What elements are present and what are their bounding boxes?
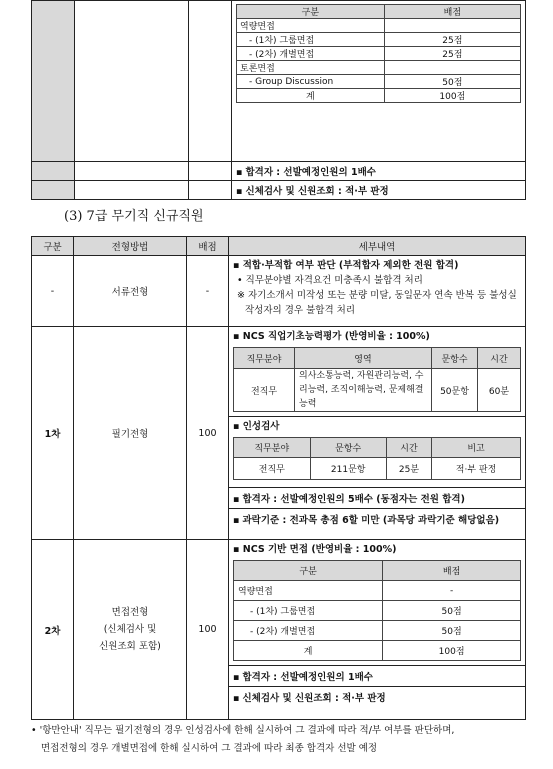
pass-line-text: 합격자 : 선발예정인원의 5배수 (동점자는 전원 합격) bbox=[242, 494, 465, 505]
table-row bbox=[237, 75, 521, 89]
interview-score-table bbox=[236, 4, 521, 103]
method-label: 서류전형 bbox=[74, 256, 187, 327]
apt-header-time: 시간 bbox=[386, 438, 431, 458]
total-row bbox=[234, 641, 521, 661]
row-score: 25점 bbox=[384, 47, 520, 61]
table-row bbox=[237, 19, 521, 33]
interview-score-table bbox=[233, 560, 521, 661]
detail-line: ▪ 적합·부적합 여부 판단 (부적합자 제외한 전원 합격) bbox=[233, 260, 459, 271]
total-row bbox=[237, 89, 521, 103]
total-label: 계 bbox=[234, 641, 383, 661]
apt-header-field: 직무분야 bbox=[234, 438, 311, 458]
score-cell-empty bbox=[189, 162, 232, 181]
score-cell-empty bbox=[189, 1, 232, 162]
cutoff-line-text: 과락기준 : 전과목 총점 6할 미만 (과목당 과락기준 해당없음) bbox=[242, 515, 500, 526]
row-label: 역량면접 bbox=[237, 19, 385, 33]
selection-process-table bbox=[31, 236, 526, 720]
apt-field: 전직무 bbox=[234, 458, 311, 480]
total-label: 계 bbox=[237, 89, 385, 103]
method-line: 면접전형 bbox=[111, 607, 149, 618]
ncs-title: ▪ NCS 직업기초능력평가 (반영비율 : 100%) bbox=[233, 331, 430, 342]
stage-label: 1차 bbox=[32, 327, 74, 540]
col-header-score: 배점 bbox=[384, 5, 520, 19]
detail-line: ※ 자기소개서 미작성 또는 분량 미달, 동일문자 연속 반복 등 불성실 bbox=[237, 290, 517, 301]
pass-line-text: 합격자 : 선발예정인원의 1배수 bbox=[242, 672, 373, 683]
ncs-header-area: 영역 bbox=[295, 348, 432, 369]
col-header-score: 배점 bbox=[383, 561, 521, 581]
row-score bbox=[384, 61, 520, 75]
row-score: 50점 bbox=[384, 75, 520, 89]
detail-line: • 직무분야별 자격요건 미충족시 불합격 처리 bbox=[237, 275, 423, 286]
score-label: 100 bbox=[187, 327, 229, 540]
stage-row-2 bbox=[32, 540, 526, 720]
stage-row-1 bbox=[32, 327, 526, 540]
ncs-field: 전직무 bbox=[234, 369, 295, 412]
row-label: - (1차) 그룹면접 bbox=[234, 601, 383, 621]
method-cell-empty bbox=[75, 1, 189, 162]
method-label: 필기전형 bbox=[74, 327, 187, 540]
pass-line: ▪ 합격자 : 선발예정인원의 1배수 bbox=[229, 665, 525, 686]
apt-header-count: 문항수 bbox=[310, 438, 386, 458]
stage-label: 2차 bbox=[32, 540, 74, 720]
pass-line-text: 합격자 : 선발예정인원의 1배수 bbox=[245, 167, 376, 178]
row-label: - Group Discussion bbox=[237, 75, 385, 89]
apt-header-note: 비고 bbox=[432, 438, 521, 458]
ncs-interview-title: ▪ NCS 기반 면접 (반영비율 : 100%) bbox=[233, 544, 397, 555]
method-line: 신원조회 포함) bbox=[99, 641, 161, 652]
stage-cell-shaded bbox=[32, 162, 75, 181]
row-score: 25점 bbox=[384, 33, 520, 47]
apt-count: 211문항 bbox=[310, 458, 386, 480]
table-row bbox=[234, 581, 521, 601]
score-cell-empty bbox=[189, 181, 232, 200]
row-label: - (2차) 개별면접 bbox=[237, 47, 385, 61]
detail-line: 작성자의 경우 불합격 처리 bbox=[245, 305, 356, 316]
header-method: 전형방법 bbox=[74, 237, 187, 256]
method-line: (신체검사 및 bbox=[103, 624, 157, 635]
header-stage: 구분 bbox=[32, 237, 74, 256]
total-score: 100점 bbox=[384, 89, 520, 103]
ncs-area: 의사소통능력, 자원관리능력, 수리능력, 조직이해능력, 문제해결능력 bbox=[295, 369, 432, 412]
method-cell-empty bbox=[75, 162, 189, 181]
row-score: - bbox=[383, 581, 521, 601]
detail-cell bbox=[229, 540, 526, 720]
header-score: 배점 bbox=[187, 237, 229, 256]
ncs-header-field: 직무분야 bbox=[234, 348, 295, 369]
row-score bbox=[384, 19, 520, 33]
score-label: 100 bbox=[187, 540, 229, 720]
pass-line: ▪ 합격자 : 선발예정인원의 5배수 (동점자는 전원 합격) bbox=[229, 487, 525, 508]
footnote-line: • '항만안내' 직무는 필기전형의 경우 인성검사에 한해 실시하여 그 결과에 따라 적/부 여부를 판단하며, bbox=[31, 725, 455, 736]
stage-cell-shaded bbox=[32, 1, 75, 162]
stage-row-document bbox=[32, 256, 526, 327]
stage-cell-shaded bbox=[32, 181, 75, 200]
score-label: - bbox=[187, 256, 229, 327]
detail-cell bbox=[229, 256, 526, 327]
check-line: ▪ 신체검사 및 신원조회 : 적·부 판정 bbox=[229, 686, 525, 707]
check-line-text: 신체검사 및 신원조회 : 적·부 판정 bbox=[242, 693, 386, 704]
detail-cell bbox=[232, 1, 526, 162]
col-header-category: 구분 bbox=[234, 561, 383, 581]
table-row bbox=[234, 601, 521, 621]
table-row bbox=[234, 621, 521, 641]
table-row bbox=[237, 47, 521, 61]
detail-cell bbox=[229, 327, 526, 540]
ncs-header-time: 시간 bbox=[478, 348, 521, 369]
table-row bbox=[237, 61, 521, 75]
row-score: 50점 bbox=[383, 621, 521, 641]
row-label: 역량면접 bbox=[234, 581, 383, 601]
total-score: 100점 bbox=[383, 641, 521, 661]
ncs-header-count: 문항수 bbox=[432, 348, 478, 369]
section-title: (3) 7급 무기직 신규직원 bbox=[64, 209, 204, 224]
footnote-line: 면접전형의 경우 개별면접에 한해 실시하여 그 결과에 따라 최종 합격자 선발 예정 bbox=[41, 743, 378, 754]
ncs-table bbox=[233, 347, 521, 412]
header-details: 세부내역 bbox=[229, 237, 526, 256]
footnote bbox=[31, 722, 531, 758]
previous-table-fragment bbox=[31, 0, 526, 200]
check-line: ▪ 신체검사 및 신원조회 : 적·부 판정 bbox=[232, 181, 526, 200]
check-line-text: 신체검사 및 신원조회 : 적·부 판정 bbox=[245, 186, 389, 197]
table-row bbox=[237, 33, 521, 47]
apt-time: 25분 bbox=[386, 458, 431, 480]
row-label: - (1차) 그룹면접 bbox=[237, 33, 385, 47]
row-score: 50점 bbox=[383, 601, 521, 621]
aptitude-box bbox=[229, 416, 525, 487]
method-cell-empty bbox=[75, 181, 189, 200]
aptitude-title: ▪ 인성검사 bbox=[233, 421, 280, 432]
method-label bbox=[74, 540, 187, 720]
apt-note: 적·부 판정 bbox=[432, 458, 521, 480]
row-label: 토론면접 bbox=[237, 61, 385, 75]
cutoff-line: ▪ 과락기준 : 전과목 총점 6할 미만 (과목당 과락기준 해당없음) bbox=[229, 508, 525, 529]
stage-label: - bbox=[32, 256, 74, 327]
aptitude-table bbox=[233, 437, 521, 480]
row-label: - (2차) 개별면접 bbox=[234, 621, 383, 641]
ncs-count: 50문항 bbox=[432, 369, 478, 412]
col-header-category: 구분 bbox=[237, 5, 385, 19]
pass-line: ▪ 합격자 : 선발예정인원의 1배수 bbox=[232, 162, 526, 181]
ncs-time: 60분 bbox=[478, 369, 521, 412]
